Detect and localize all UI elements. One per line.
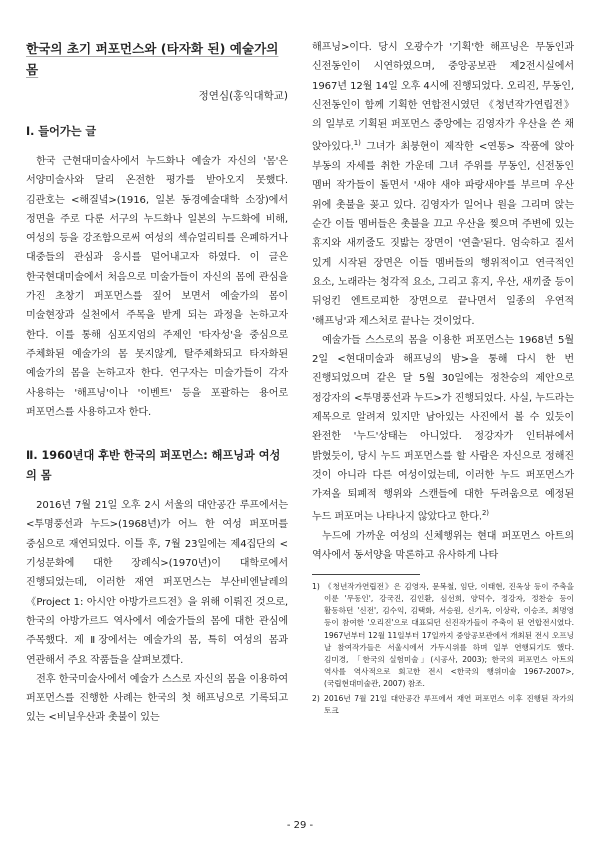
page-number: - 29 - <box>286 820 314 831</box>
section-1-paragraph: 한국 근현대미술사에서 누드화나 예술가 자신의 '몸'은 서양미술사와 달리 온전한 평가를 받아오지 못했다. 김관호는 <해질녘>(1916, 일본 동경예술대학 소장)에서 정면을 주로 다룬 서구의 누드화나 일본의 누드화에 비해, 여성의 등을 강조함으로써 여성의 섹슈얼리티를 은폐하거나 대중들의 관심과 응시를 덜어내고자 하였다. 이 글은 한국현대미술에서 처음으로 미술가들이 자신의 몸에 관심을 가진 초창기 퍼포먼스를 짚어 보면서 예술가의 몸이 미술현장과 실천에서 주목을 받게 되는 과정을 논하고자 한다. 이를 통해 심포지엄의 주제인 '타자성'을 중심으로 주체화된 예술가의 몸 못지않게, 탈주체화되고 타자화된 예술가의 몸을 논하고자 한다. 연구자는 미술가들이 각자 사용하는 '해프닝'이나 '이벤트' 등을 포괄하는 용어로 퍼포먼스를 사용하고자 한다. <box>26 156 288 418</box>
footnote-ref-1: 1) <box>353 139 361 148</box>
section-heading-1: Ⅰ. 들어가는 글 <box>26 125 97 138</box>
section-heading-2: Ⅱ. 1960년대 후반 한국의 퍼포먼스: 해프닝과 여성의 몸 <box>26 449 281 483</box>
footnote-text: 2016년 7월 21일 대안공간 루프에서 재연 퍼포먼스 이후 진행된 작가의 토크 <box>324 693 574 715</box>
section-2-paragraph-1: 2016년 7월 21일 오후 2시 서울의 대안공간 루프에서는 <투명풍선과 누드>(1968년)가 어느 한 여성 퍼포머를 중심으로 재연되었다. 이틀 후, 7월 23일에는 제4집단의 <기성문화에 대한 장례식>(1970년)이 대학로에서 진행되었는데, 이러한 재연 퍼포먼스는 부산비엔날레의 《Project 1: 아시안 아방가르드전》을 위해 이뤄진 것으로, 한국의 아방가르드 역사에서 예술가들의 몸에 대한 관심에 주목했다. 제 Ⅱ장에서는 예술가의 몸, 특히 여성의 몸과 연관해서 주요 작품들을 살펴보겠다. <box>26 500 288 666</box>
footnote-ref-2: 2) <box>481 509 489 518</box>
section-2-paragraph-2: 전후 한국미술사에서 예술가 스스로 자신의 몸을 이용하여 퍼포먼스를 진행한 사례는 한국의 첫 해프닝으로 기록되고 있는 <비닐우산과 촛불이 있는 <box>26 673 288 724</box>
footnote-1 <box>312 581 574 691</box>
left-column <box>26 38 288 728</box>
paper-title: 한국의 초기 퍼포먼스와 (타자화 된) 예술가의 몸 <box>26 41 279 77</box>
footnote-text: 《청년작가연립전》은 김영자, 문복철, 임단, 이태현, 진옥상 등이 주축을 이룬 '무동인', 강국진, 김인환, 심선희, 양덕수, 정강자, 정찬승 등이 활동하던 '신전', 김수익, 김택화, 서승원, 신기옥, 이상락, 이승조, 최명영 등이 참여한 '오리진'으로 대표되던 신진작가들이 주축이 된 연합전시였다. 1967년부터 12월 11일부터 17일까지 중앙공보관에서 개최된 전시 오프닝 날 참여작가들은 서울시에서 가두시위를 하며 일부 연행되기도 했다. 김미경, 「한국의 실험미술」(시공사, 2003); 한국의 퍼포먼스 아트의 역사를 역사적으로 회고한 전시 <한국의 행위미술 1967-2007>, (국립현대미술관, 2007) 참조. <box>324 581 574 689</box>
right-paragraph-2: 예술가들 스스로의 몸을 이용한 퍼포먼스는 1968년 5월 2일 <현대미술과 해프닝의 밤>을 통해 다시 한 번 진행되었으며 같은 달 5월 30일에는 정찬승의 제안으로 정강자의 <투명풍선과 누드>가 진행되었다. 사실, 누드라는 제목으로 알려져 있지만 남아있는 사진에서 볼 수 있듯이 완전한 '누드'상태는 아니었다. 정강자가 인터뷰에서 밝혔듯이, 당시 누드 퍼포먼스를 할 사람은 자신으로 정해진 것이 아니라 다른 여성이었는데, 이러한 누드 퍼포먼스가 가져올 퇴폐적 행위와 스캔들에 대한 두려움으로 예정된 누드 퍼포머는 나타나지 않았다고 한다.$^{2)}$ <box>312 334 574 523</box>
footnote-divider <box>312 574 420 575</box>
right-column <box>312 38 574 719</box>
footnote-number: 1) <box>312 581 320 591</box>
footnote-2 <box>312 693 574 717</box>
footnote-number: 2) <box>312 693 320 703</box>
right-paragraph-1: 해프닝>이다. 당시 오광수가 '기획'한 해프닝은 무동인과 신전동인이 시연하였으며, 중앙공보관 제2전시실에서 1967년 12월 14일 오후 4시에 진행되었다. 오리진, 무동인, 신전동인이 함께 기획한 연합전시였던 《청년작가연립전》의 일부로 기획된 퍼포먼스 중앙에는 김영자가 우산을 쓴 채 앉아있다.$^{1)}$ 그녀가 최붕현이 제작한 <연통> 작품에 앉아 부동의 자세를 취한 가운데 그녀 주위를 무동인, 신전동인 멤버 작가들이 돌면서 '새야 새야 파랑새야'를 부르며 우산 위에 촛불을 꽂고 있다. 김영자가 일어나 원을 그리며 앉는 순간 이들 멤버들은 촛불을 끄고 우산을 찢으며 주변에 있는 휴지와 새끼줄도 짓밟는 장면이 '연출'된다. 엄숙하고 질서 있게 시작된 장면은 이들 멤버들의 행위적이고 연극적인 요소, 노래라는 청각적 요소, 그리고 휴지, 우산, 새끼줄 등이 뒤엉킨 엔트로피한 장면으로 끝나면서 일종의 우연적 '해프닝'과 제스처로 끝나는 것이었다. <box>312 42 574 327</box>
right-paragraph-3: 누드에 가까운 여성의 신체행위는 현대 퍼포먼스 아트의 역사에서 동서양을 막론하고 유사하게 나타 <box>312 531 574 562</box>
author-line: 정연심(홍익대학교) <box>198 90 288 102</box>
